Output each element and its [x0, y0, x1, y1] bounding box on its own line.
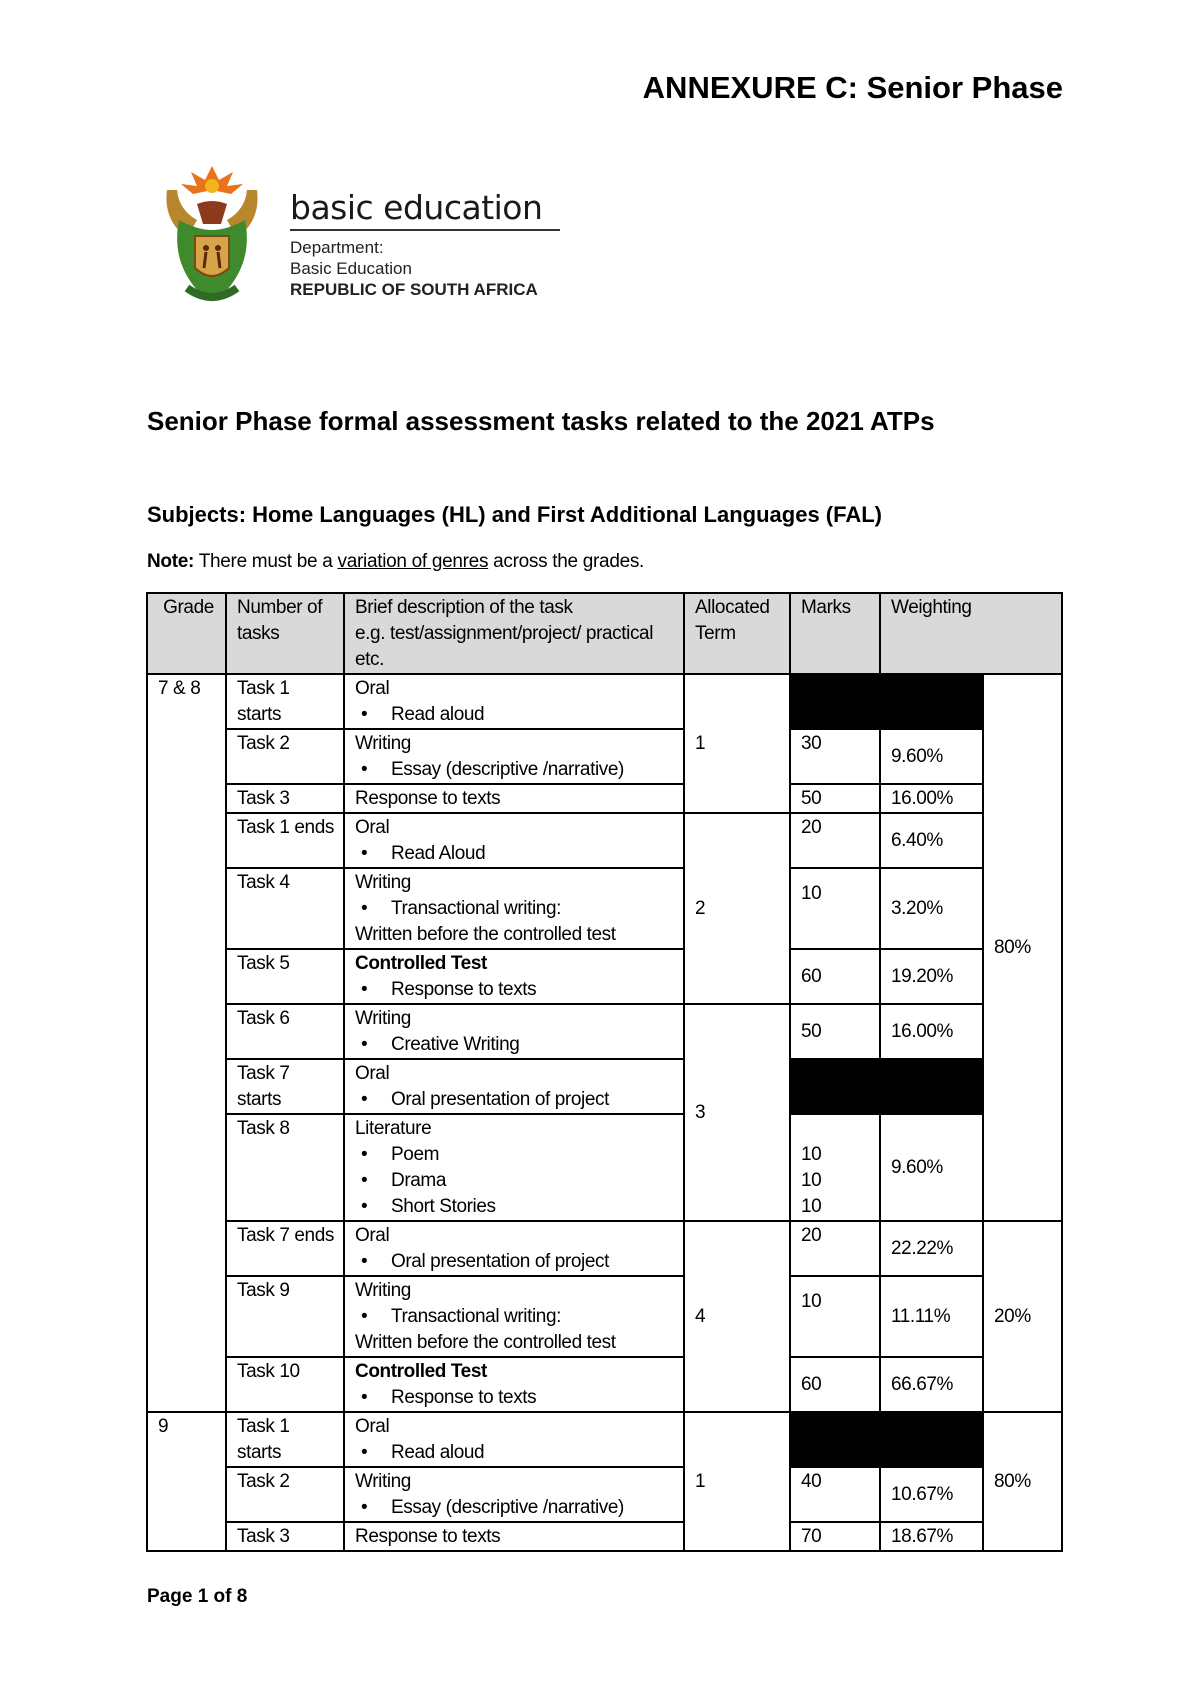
header-desc-line1: Brief description of the task	[355, 597, 573, 618]
term-cell: 1	[684, 1412, 790, 1551]
document-title: Senior Phase formal assessment tasks related to the 2021 ATPs	[147, 406, 935, 436]
weight-cell: 9.60%	[880, 1114, 983, 1221]
desc-cell: Response to texts	[344, 784, 684, 813]
table-row	[147, 1114, 1062, 1221]
task-cell: Task 1 starts	[226, 674, 344, 729]
marks-cell: 40	[790, 1467, 880, 1522]
weight-cell: 16.00%	[880, 1004, 983, 1059]
table-row	[147, 1412, 1062, 1467]
table-row	[147, 868, 1062, 949]
subjects-heading: Subjects: Home Languages (HL) and First Additional Languages (FAL)	[147, 502, 883, 527]
marks-value: 10	[801, 1144, 822, 1165]
bullet-item: • Essay (descriptive /narrative)	[355, 1495, 677, 1521]
header-desc-line2: e.g. test/assignment/project/ practical etc.	[355, 623, 654, 670]
weight-cell: 18.67%	[880, 1522, 983, 1551]
blacked-out-cell	[790, 1059, 983, 1114]
task-type: Writing	[355, 1471, 411, 1492]
marks-cell: 70	[790, 1522, 880, 1551]
task-cell: Task 8	[226, 1114, 344, 1221]
table-header-row	[147, 593, 1062, 674]
weight-cell: 10.67%	[880, 1467, 983, 1522]
bullet-item: • Response to texts	[355, 977, 677, 1003]
logo-basic-education: Basic Education	[290, 259, 412, 278]
blacked-out-cell	[790, 1412, 983, 1467]
blacked-out-cell	[790, 674, 983, 729]
task-type: Writing	[355, 872, 411, 893]
marks-cell: 30	[790, 729, 880, 784]
desc-cell	[344, 1412, 684, 1467]
logo-department: Department:	[290, 238, 384, 257]
task-cell: Task 10	[226, 1357, 344, 1412]
annexure-heading: ANNEXURE C: Senior Phase	[642, 70, 1063, 105]
bullet-item: • Transactional writing:	[355, 896, 677, 922]
desc-cell: Response to texts	[344, 1522, 684, 1551]
note-line	[147, 551, 644, 573]
desc-cell	[344, 1114, 684, 1221]
task-type	[355, 951, 677, 977]
weight-cell: 3.20%	[880, 868, 983, 949]
marks-cell: 10	[790, 868, 880, 949]
marks-cell: 50	[790, 784, 880, 813]
task-cell: Task 6	[226, 1004, 344, 1059]
weight-cell: 16.00%	[880, 784, 983, 813]
task-cell: Task 5	[226, 949, 344, 1004]
marks-cell: 20	[790, 1221, 880, 1276]
marks-cell: 20	[790, 813, 880, 868]
marks-cell: 10	[790, 1276, 880, 1357]
table-row	[147, 1059, 1062, 1114]
task-note: Written before the controlled test	[355, 924, 616, 945]
marks-value: 10	[801, 1170, 822, 1191]
desc-cell	[344, 1221, 684, 1276]
bullet-item: • Oral presentation of project	[355, 1087, 677, 1113]
weight-cell: 6.40%	[880, 813, 983, 868]
bullet-item: • Creative Writing	[355, 1032, 677, 1058]
task-type: Literature	[355, 1118, 432, 1139]
logo-text	[290, 188, 560, 300]
task-type: Oral	[355, 1063, 390, 1084]
note-underlined: variation of genres	[337, 551, 489, 572]
bullet-item: • Response to texts	[355, 1385, 677, 1411]
grade-cell: 9	[147, 1412, 226, 1551]
note-text-post: across the grades.	[488, 551, 645, 572]
coat-of-arms-icon	[157, 160, 267, 310]
table-row	[147, 813, 1062, 868]
desc-cell	[344, 674, 684, 729]
task-cell: Task 3	[226, 1522, 344, 1551]
term-cell: 1	[684, 674, 790, 813]
task-cell: Task 3	[226, 784, 344, 813]
bullet-item: • Read aloud	[355, 1440, 677, 1466]
page-number: Page 1 of 8	[147, 1586, 248, 1607]
header-weighting: Weighting	[880, 593, 1062, 674]
table-row	[147, 1004, 1062, 1059]
overall-weighting-cell: 20%	[983, 1221, 1062, 1412]
task-cell: Task 1 ends	[226, 813, 344, 868]
table-row	[147, 1276, 1062, 1357]
controlled-test-label: Controlled Test	[355, 953, 487, 974]
bullet-item: • Transactional writing:	[355, 1304, 677, 1330]
desc-cell	[344, 1004, 684, 1059]
task-cell: Task 7 ends	[226, 1221, 344, 1276]
desc-cell	[344, 1276, 684, 1357]
header-term: Allocated Term	[684, 593, 790, 674]
bullet-item: • Oral presentation of project	[355, 1249, 677, 1275]
table-row	[147, 949, 1062, 1004]
note-text-pre: There must be a	[194, 551, 338, 572]
bullet-item: • Read Aloud	[355, 841, 677, 867]
marks-cell: 60	[790, 949, 880, 1004]
task-cell: Task 1 starts	[226, 1412, 344, 1467]
header-number: Number of tasks	[226, 593, 344, 674]
desc-cell	[344, 729, 684, 784]
task-cell: Task 7 starts	[226, 1059, 344, 1114]
task-cell: Task 9	[226, 1276, 344, 1357]
logo-brand: basic education	[290, 188, 543, 227]
weight-cell: 66.67%	[880, 1357, 983, 1412]
bullet-item: • Drama	[355, 1168, 677, 1194]
weight-cell: 19.20%	[880, 949, 983, 1004]
bullet-item: • Essay (descriptive /narrative)	[355, 757, 677, 783]
desc-cell	[344, 868, 684, 949]
task-type: Writing	[355, 1008, 411, 1029]
task-cell: Task 2	[226, 1467, 344, 1522]
marks-cell: 60	[790, 1357, 880, 1412]
bullet-item: • Short Stories	[355, 1194, 677, 1220]
task-cell: Task 4	[226, 868, 344, 949]
desc-cell	[344, 1467, 684, 1522]
grade-cell: 7 & 8	[147, 674, 226, 1412]
task-type: Oral	[355, 678, 390, 699]
bullet-item: • Poem	[355, 1142, 677, 1168]
term-cell: 3	[684, 1004, 790, 1221]
header-grade: Grade	[147, 593, 226, 674]
desc-cell	[344, 813, 684, 868]
table-row	[147, 784, 1062, 813]
desc-cell	[344, 1059, 684, 1114]
task-type: Writing	[355, 733, 411, 754]
overall-weighting-cell: 80%	[983, 1412, 1062, 1551]
desc-cell	[344, 949, 684, 1004]
weight-cell: 9.60%	[880, 729, 983, 784]
note-label: Note:	[147, 551, 195, 572]
table-row	[147, 729, 1062, 784]
logo-rule	[290, 229, 560, 231]
task-type	[355, 1359, 677, 1385]
logo-republic: REPUBLIC OF SOUTH AFRICA	[290, 280, 538, 299]
overall-weighting-cell: 80%	[983, 674, 1062, 1221]
task-note: Written before the controlled test	[355, 1332, 616, 1353]
desc-cell	[344, 1357, 684, 1412]
task-type: Oral	[355, 1416, 390, 1437]
marks-cell	[790, 1114, 880, 1221]
header-description	[344, 593, 684, 674]
weight-cell: 11.11%	[880, 1276, 983, 1357]
term-cell: 2	[684, 813, 790, 1004]
marks-value: 10	[801, 1196, 822, 1217]
bullet-item: • Read aloud	[355, 702, 677, 728]
weight-cell: 22.22%	[880, 1221, 983, 1276]
table-row	[147, 1357, 1062, 1412]
table-row	[147, 1467, 1062, 1522]
task-type: Oral	[355, 1225, 390, 1246]
table-row	[147, 674, 1062, 729]
task-type: Oral	[355, 817, 390, 838]
assessment-table	[146, 592, 1063, 1552]
header-marks: Marks	[790, 593, 880, 674]
table-row	[147, 1221, 1062, 1276]
task-type: Writing	[355, 1280, 411, 1301]
table-row	[147, 1522, 1062, 1551]
controlled-test-label: Controlled Test	[355, 1361, 487, 1382]
marks-cell: 50	[790, 1004, 880, 1059]
term-cell: 4	[684, 1221, 790, 1412]
task-cell: Task 2	[226, 729, 344, 784]
